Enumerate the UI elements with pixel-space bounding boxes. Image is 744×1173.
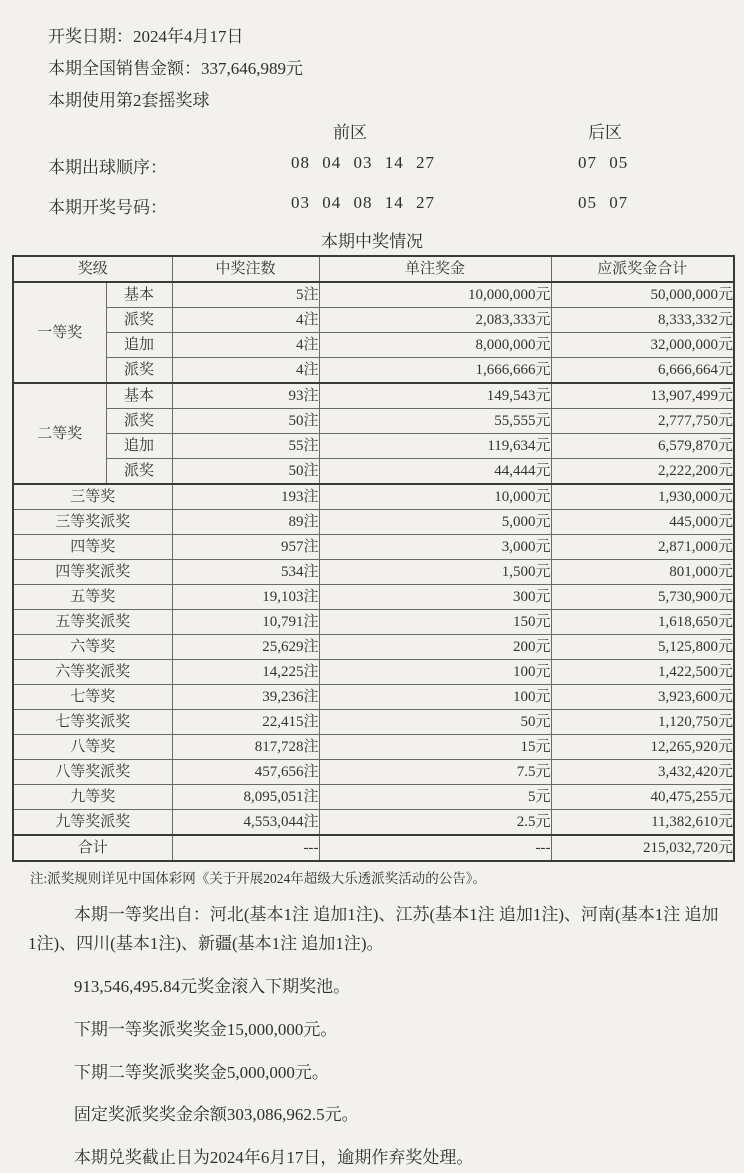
prize-level-cell: 九等奖派奖 <box>13 810 172 836</box>
per-bet-prize-cell: 15元 <box>319 735 551 760</box>
prize-level-cell: 二等奖 <box>13 383 106 484</box>
prize-subtype-cell: 派奖 <box>106 459 172 485</box>
table-row <box>13 610 734 635</box>
prize-level-cell: 四等奖派奖 <box>13 560 172 585</box>
total-prize-cell: 32,000,000元 <box>551 333 734 358</box>
per-bet-prize-cell: 5,000元 <box>319 510 551 535</box>
table-row <box>13 383 734 409</box>
total-prize-cell: 2,222,200元 <box>551 459 734 485</box>
front-zone-label: 前区 <box>333 123 367 142</box>
per-bet-prize-cell: 119,634元 <box>319 434 551 459</box>
prize-table-body <box>13 282 734 861</box>
total-prize-cell: 3,923,600元 <box>551 685 734 710</box>
sales-amount-line: 本期全国销售金额：337,646,989元 <box>48 59 303 78</box>
total-prize-cell: 5,125,800元 <box>551 635 734 660</box>
per-bet-prize-cell: --- <box>319 835 551 861</box>
table-row <box>13 585 734 610</box>
per-bet-prize-cell: 150元 <box>319 610 551 635</box>
table-row <box>13 635 734 660</box>
winning-count-cell: 55注 <box>172 434 319 459</box>
per-bet-prize-cell: 3,000元 <box>319 535 551 560</box>
prize-level-cell: 六等奖派奖 <box>13 660 172 685</box>
winning-count-cell: 10,791注 <box>172 610 319 635</box>
per-bet-prize-cell: 100元 <box>319 685 551 710</box>
prize-level-cell: 五等奖 <box>13 585 172 610</box>
winning-count-cell: 4,553,044注 <box>172 810 319 836</box>
total-prize-cell: 6,666,664元 <box>551 358 734 384</box>
table-row <box>13 358 734 384</box>
table-row <box>13 484 734 510</box>
col-header-level: 奖级 <box>13 256 172 282</box>
table-row <box>13 459 734 485</box>
total-prize-cell: 40,475,255元 <box>551 785 734 810</box>
per-bet-prize-cell: 10,000,000元 <box>319 282 551 308</box>
winning-count-cell: 534注 <box>172 560 319 585</box>
table-row <box>13 710 734 735</box>
prize-level-cell: 四等奖 <box>13 535 172 560</box>
total-prize-cell: 1,930,000元 <box>551 484 734 510</box>
winning-count-cell: 19,103注 <box>172 585 319 610</box>
per-bet-prize-cell: 1,666,666元 <box>319 358 551 384</box>
winning-count-cell: 50注 <box>172 409 319 434</box>
winning-count-cell: 25,629注 <box>172 635 319 660</box>
prize-level-cell: 三等奖派奖 <box>13 510 172 535</box>
prize-level-cell: 八等奖派奖 <box>13 760 172 785</box>
total-prize-cell: 11,382,610元 <box>551 810 734 836</box>
total-prize-cell: 801,000元 <box>551 560 734 585</box>
total-prize-cell: 445,000元 <box>551 510 734 535</box>
winning-count-cell: 39,236注 <box>172 685 319 710</box>
prize-level-cell: 五等奖派奖 <box>13 610 172 635</box>
winning-count-cell: 4注 <box>172 308 319 333</box>
winning-count-cell: 50注 <box>172 459 319 485</box>
table-row <box>13 308 734 333</box>
winning-count-cell: 957注 <box>172 535 319 560</box>
per-bet-prize-cell: 10,000元 <box>319 484 551 510</box>
total-prize-cell: 2,871,000元 <box>551 535 734 560</box>
draw-order-label: 本期出球顺序： <box>48 158 167 177</box>
total-prize-cell: 1,120,750元 <box>551 710 734 735</box>
table-row <box>13 660 734 685</box>
per-bet-prize-cell: 100元 <box>319 660 551 685</box>
prize-level-cell: 九等奖 <box>13 785 172 810</box>
winning-count-cell: 4注 <box>172 358 319 384</box>
draw-order-front-numbers: 08 04 03 14 27 <box>291 153 435 172</box>
total-prize-cell: 1,422,500元 <box>551 660 734 685</box>
table-row <box>13 785 734 810</box>
table-row <box>13 685 734 710</box>
winning-count-cell: 8,095,051注 <box>172 785 319 810</box>
total-label-cell: 合计 <box>13 835 172 861</box>
winning-count-cell: 89注 <box>172 510 319 535</box>
table-row <box>13 760 734 785</box>
table-row <box>13 333 734 358</box>
winning-count-cell: 5注 <box>172 282 319 308</box>
total-prize-cell: 5,730,900元 <box>551 585 734 610</box>
prize-subtype-cell: 基本 <box>106 282 172 308</box>
per-bet-prize-cell: 200元 <box>319 635 551 660</box>
first-prize-origin: 本期一等奖出自：河北(基本1注 追加1注)、江苏(基本1注 追加1注)、河南(基本1注 追加1注)、四川(基本1注)、新疆(基本1注 追加1注)。 <box>28 905 719 953</box>
prize-level-cell: 六等奖 <box>13 635 172 660</box>
prize-subtype-cell: 追加 <box>106 333 172 358</box>
col-header-total: 应派奖金合计 <box>551 256 734 282</box>
winning-count-cell: 457,656注 <box>172 760 319 785</box>
total-prize-cell: 13,907,499元 <box>551 383 734 409</box>
winning-count-cell: 93注 <box>172 383 319 409</box>
prize-level-cell: 七等奖 <box>13 685 172 710</box>
prize-table <box>12 255 735 862</box>
per-bet-prize-cell: 5元 <box>319 785 551 810</box>
winning-back-numbers: 05 07 <box>578 193 629 212</box>
table-row <box>13 510 734 535</box>
prize-level-cell: 八等奖 <box>13 735 172 760</box>
prize-level-cell: 七等奖派奖 <box>13 710 172 735</box>
claim-deadline-note: 本期兑奖截止日为2024年6月17日，逾期作弃奖处理。 <box>73 1148 474 1168</box>
table-row <box>13 282 734 308</box>
col-header-count: 中奖注数 <box>172 256 319 282</box>
document-header <box>0 0 744 255</box>
per-bet-prize-cell: 50元 <box>319 710 551 735</box>
total-prize-cell: 12,265,920元 <box>551 735 734 760</box>
footnote-paragraphs <box>28 901 720 1173</box>
table-header-row <box>13 256 734 282</box>
rollover-note: 913,546,495.84元奖金滚入下期奖池。 <box>73 976 351 996</box>
prize-subtype-cell: 派奖 <box>106 358 172 384</box>
next-second-prize-note: 下期二等奖派奖奖金5,000,000元。 <box>73 1062 329 1082</box>
table-row <box>13 835 734 861</box>
per-bet-prize-cell: 1,500元 <box>319 560 551 585</box>
draw-order-back-numbers: 07 05 <box>578 153 629 172</box>
total-prize-cell: 215,032,720元 <box>551 835 734 861</box>
next-first-prize-note: 下期一等奖派奖奖金15,000,000元。 <box>73 1019 338 1039</box>
total-prize-cell: 8,333,332元 <box>551 308 734 333</box>
per-bet-prize-cell: 8,000,000元 <box>319 333 551 358</box>
total-prize-cell: 3,432,420元 <box>551 760 734 785</box>
table-row <box>13 735 734 760</box>
winning-count-cell: 193注 <box>172 484 319 510</box>
winning-numbers-label: 本期开奖号码： <box>48 198 167 217</box>
total-prize-cell: 6,579,870元 <box>551 434 734 459</box>
per-bet-prize-cell: 44,444元 <box>319 459 551 485</box>
prize-level-cell: 三等奖 <box>13 484 172 510</box>
prize-subtype-cell: 派奖 <box>106 409 172 434</box>
per-bet-prize-cell: 2,083,333元 <box>319 308 551 333</box>
per-bet-prize-cell: 55,555元 <box>319 409 551 434</box>
per-bet-prize-cell: 300元 <box>319 585 551 610</box>
rule-note: 注:派奖规则详见中国体彩网《关于开展2024年超级大乐透派奖活动的公告》。 <box>30 871 486 886</box>
winning-count-cell: 817,728注 <box>172 735 319 760</box>
winning-count-cell: --- <box>172 835 319 861</box>
back-zone-label: 后区 <box>588 123 622 142</box>
per-bet-prize-cell: 2.5元 <box>319 810 551 836</box>
prize-subtype-cell: 追加 <box>106 434 172 459</box>
total-prize-cell: 2,777,750元 <box>551 409 734 434</box>
table-row <box>13 535 734 560</box>
prize-level-cell: 一等奖 <box>13 282 106 383</box>
table-row <box>13 434 734 459</box>
per-bet-prize-cell: 7.5元 <box>319 760 551 785</box>
prize-subtype-cell: 派奖 <box>106 308 172 333</box>
fixed-prize-balance-note: 固定奖派奖奖金余额303,086,962.5元。 <box>73 1105 359 1125</box>
table-row <box>13 810 734 836</box>
ball-set-line: 本期使用第2套摇奖球 <box>48 91 210 110</box>
table-row <box>13 409 734 434</box>
winning-count-cell: 4注 <box>172 333 319 358</box>
per-bet-prize-cell: 149,543元 <box>319 383 551 409</box>
total-prize-cell: 50,000,000元 <box>551 282 734 308</box>
col-header-prize: 单注奖金 <box>319 256 551 282</box>
draw-date-line: 开奖日期：2024年4月17日 <box>48 27 244 46</box>
winning-count-cell: 22,415注 <box>172 710 319 735</box>
winning-count-cell: 14,225注 <box>172 660 319 685</box>
table-title: 本期中奖情况 <box>321 232 423 251</box>
table-row <box>13 560 734 585</box>
winning-front-numbers: 03 04 08 14 27 <box>291 193 435 212</box>
total-prize-cell: 1,618,650元 <box>551 610 734 635</box>
prize-subtype-cell: 基本 <box>106 383 172 409</box>
